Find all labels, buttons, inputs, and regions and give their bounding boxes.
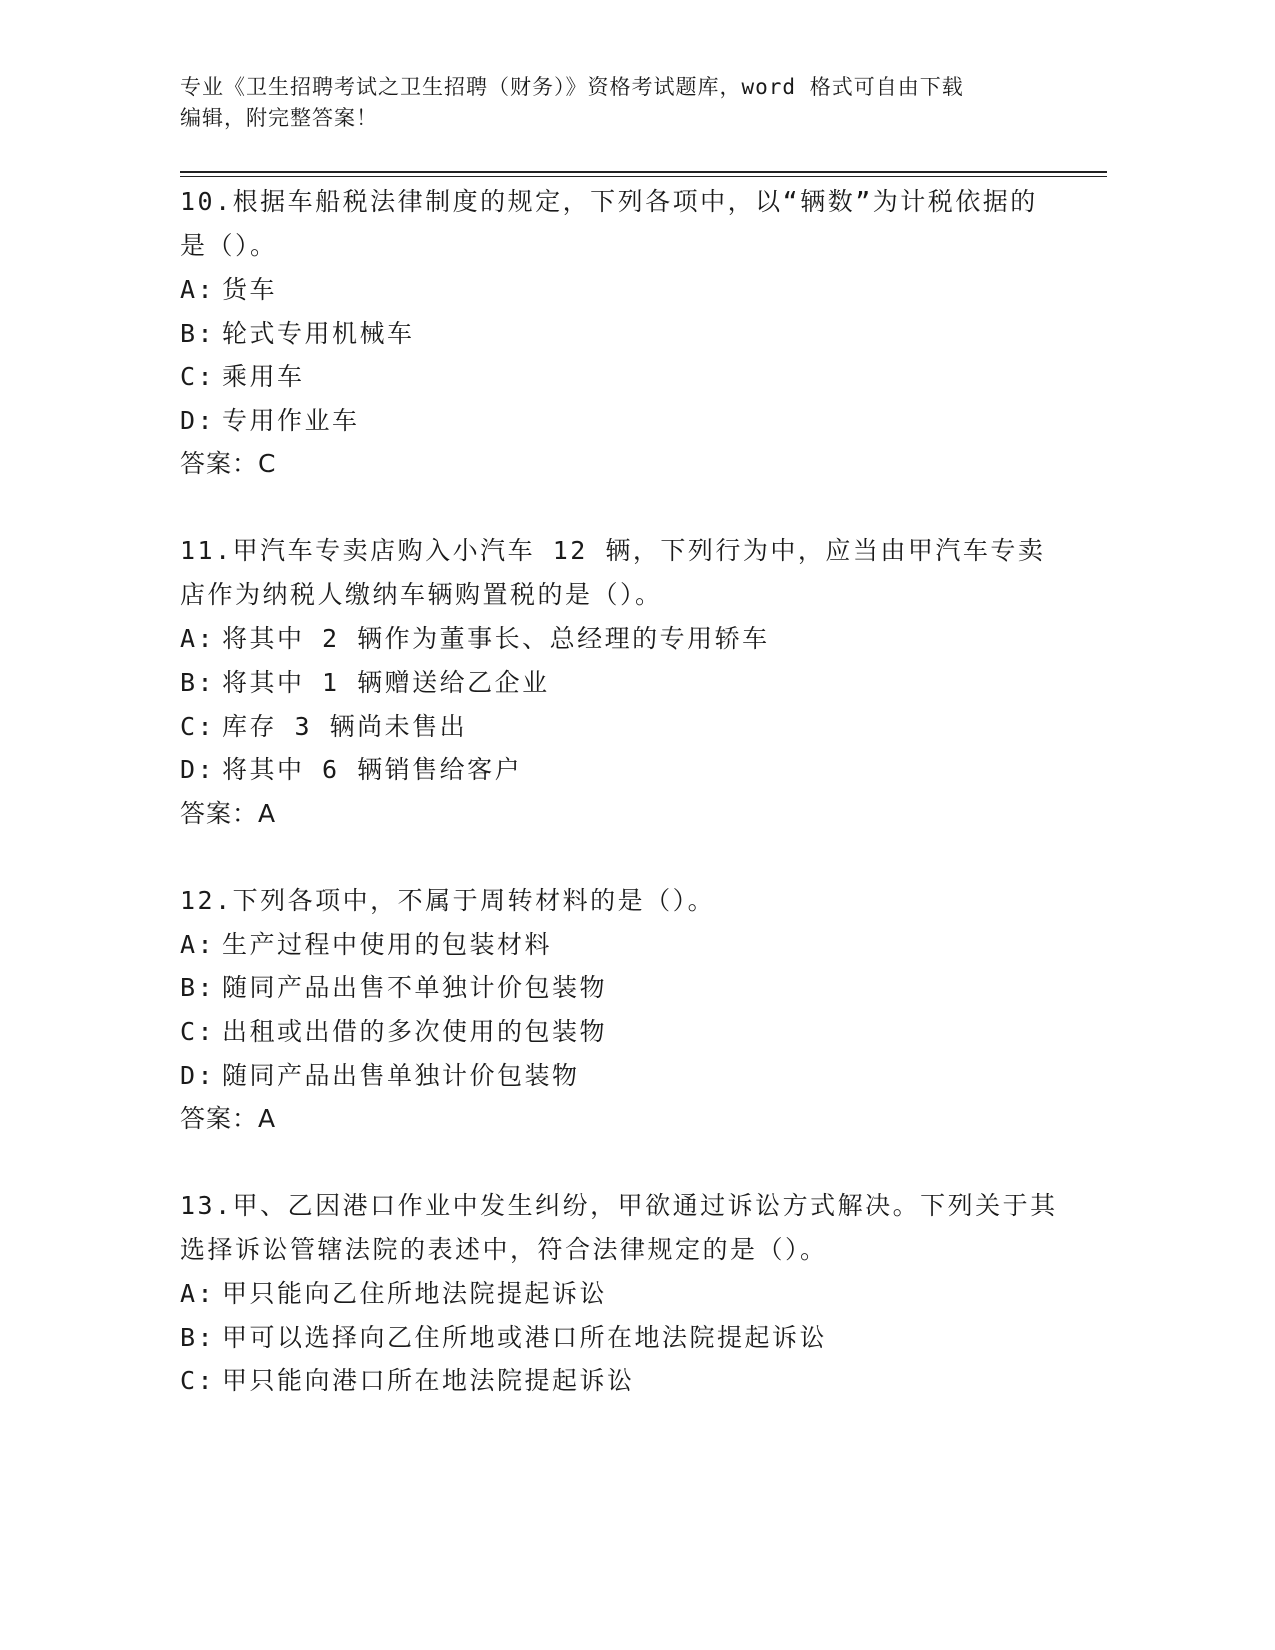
option-c: [180, 1010, 1060, 1054]
option-letter: D:: [180, 405, 216, 435]
option-b: [180, 661, 1060, 705]
option-b: [180, 966, 1060, 1010]
answer-line: 答案：C: [180, 449, 277, 479]
option-c: [180, 355, 1060, 399]
option-letter: C:: [180, 1016, 216, 1046]
option-letter: D:: [180, 755, 216, 785]
option-text: 将其中 6 辆销售给客户: [222, 755, 523, 785]
option-letter: A:: [180, 275, 216, 304]
option-letter: A:: [180, 1279, 216, 1309]
option-text: 库存 3 辆尚未售出: [222, 711, 468, 741]
option-text: 将其中 1 辆赠送给乙企业: [222, 667, 550, 697]
question-list: [180, 180, 1060, 1403]
answer-line: 答案：A: [180, 1104, 277, 1134]
option-b: [180, 1316, 1060, 1360]
option-text: 专用作业车: [222, 405, 360, 435]
option-letter: B:: [180, 1322, 216, 1352]
option-text: 甲只能向港口所在地法院提起诉讼: [222, 1366, 635, 1396]
option-letter: C:: [180, 1366, 216, 1396]
header-line-2: 编辑，附完整答案！: [180, 106, 378, 130]
option-text: 生产过程中使用的包装材料: [222, 929, 553, 959]
question-stem: 11.甲汽车专卖店购入小汽车 12 辆，下列行为中，应当由甲汽车专卖店作为纳税人缴纳车辆购置税的是（）。: [180, 536, 1046, 610]
option-a: [180, 923, 1060, 967]
option-c: [180, 705, 1060, 749]
question-stem: 10.根据车船税法律制度的规定，下列各项中，以“辆数”为计税依据的是（）。: [180, 187, 1038, 260]
option-b: [180, 312, 1060, 356]
option-d: [180, 748, 1060, 792]
option-text: 随同产品出售单独计价包装物: [222, 1060, 580, 1090]
option-text: 甲只能向乙住所地法院提起诉讼: [222, 1279, 608, 1309]
option-d: [180, 1054, 1060, 1098]
document-header: [180, 72, 1050, 134]
option-letter: B:: [180, 318, 216, 348]
option-text: 随同产品出售不单独计价包装物: [222, 973, 608, 1003]
option-text: 出租或出借的多次使用的包装物: [222, 1016, 608, 1046]
option-letter: A:: [180, 929, 216, 959]
answer-line: 答案：A: [180, 798, 277, 828]
option-d: [180, 399, 1060, 443]
header-line-1: 专业《卫生招聘考试之卫生招聘（财务）》资格考试题库，word 格式可自由下载: [180, 75, 964, 99]
option-a: [180, 268, 1060, 312]
option-a: [180, 617, 1060, 661]
option-c: [180, 1359, 1060, 1403]
option-text: 货车: [222, 275, 278, 304]
option-a: [180, 1272, 1060, 1316]
question-stem: 13.甲、乙因港口作业中发生纠纷，甲欲通过诉讼方式解决。下列关于其选择诉讼管辖法院的表述中，符合法律规定的是（）。: [180, 1191, 1058, 1265]
option-letter: C:: [180, 711, 216, 741]
header-divider-thin: [180, 176, 1107, 177]
option-text: 甲可以选择向乙住所地或港口所在地法院提起诉讼: [222, 1322, 828, 1352]
question-13: [180, 1184, 1060, 1403]
option-letter: A:: [180, 624, 216, 654]
option-text: 轮式专用机械车: [222, 318, 415, 348]
option-text: 将其中 2 辆作为董事长、总经理的专用轿车: [222, 624, 770, 654]
question-10: [180, 180, 1060, 486]
option-letter: C:: [180, 362, 216, 392]
option-letter: B:: [180, 667, 216, 697]
option-letter: B:: [180, 973, 216, 1003]
question-12: [180, 879, 1060, 1141]
option-letter: D:: [180, 1060, 216, 1090]
option-text: 乘用车: [222, 362, 305, 392]
question-stem: 12.下列各项中，不属于周转材料的是（）。: [180, 885, 716, 915]
header-divider-thick: [180, 171, 1107, 173]
question-11: [180, 529, 1060, 835]
